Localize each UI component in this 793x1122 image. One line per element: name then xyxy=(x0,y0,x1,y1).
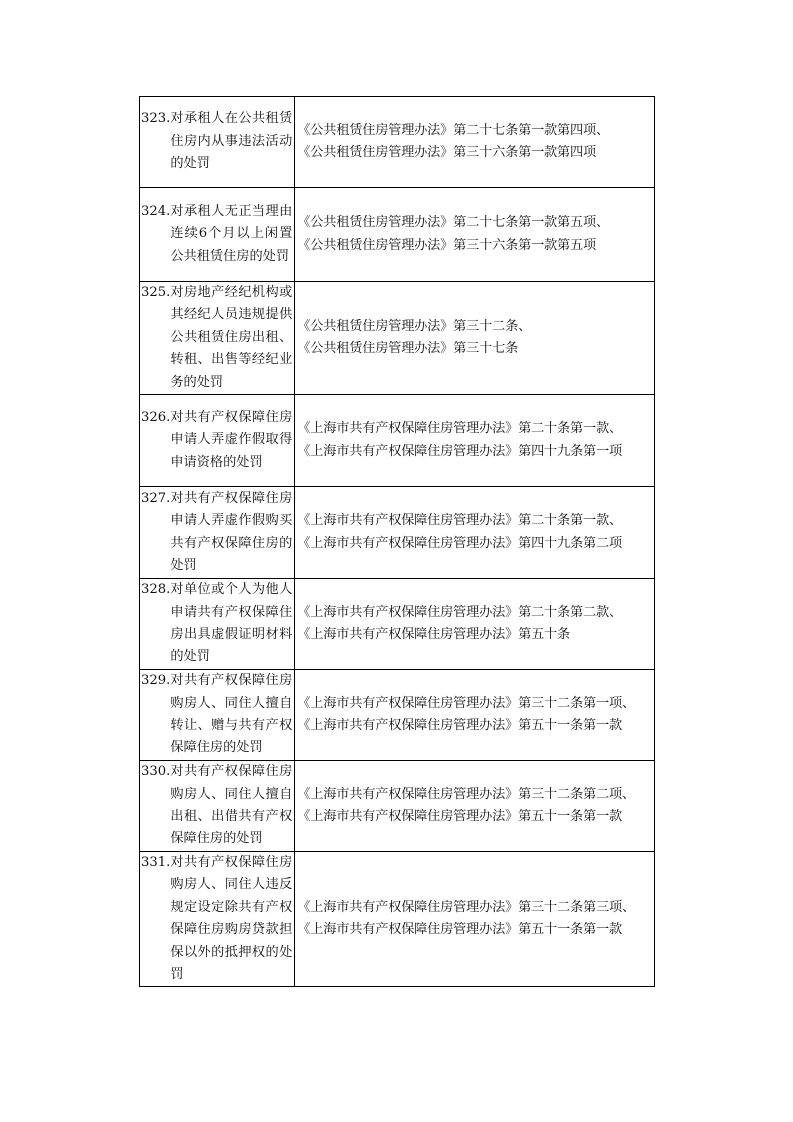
table-row xyxy=(140,761,655,852)
item-name: 对共有产权保障住房购房人、同住人擅自转让、赠与共有产权保障住房的处罚 xyxy=(170,673,293,756)
item-number: 327. xyxy=(141,490,171,506)
item-name: 对共有产权保障住房申请人弄虚作假购买共有产权保障住房的处罚 xyxy=(170,490,293,573)
item-cell xyxy=(140,188,295,282)
basis-cell xyxy=(295,395,655,487)
basis-line: 《公共租赁住房管理办法》第二十七条第一款第四项、 xyxy=(297,122,609,138)
basis-line: 《上海市共有产权保障住房管理办法》第五十一条第一款 xyxy=(297,922,622,938)
item-cell xyxy=(140,670,295,761)
table-row xyxy=(140,579,655,670)
item-cell xyxy=(140,487,295,579)
item-cell xyxy=(140,97,295,188)
item-cell xyxy=(140,395,295,487)
table-row xyxy=(140,282,655,395)
item-cell xyxy=(140,579,295,670)
basis-line: 《上海市共有产权保障住房管理办法》第五十一条第一款 xyxy=(297,718,622,734)
basis-line: 《公共租赁住房管理办法》第三十二条、 xyxy=(297,318,532,334)
basis-cell xyxy=(295,579,655,670)
basis-cell xyxy=(295,761,655,852)
basis-line: 《上海市共有产权保障住房管理办法》第五十条 xyxy=(297,627,571,643)
basis-cell xyxy=(295,487,655,579)
basis-line: 《上海市共有产权保障住房管理办法》第二十条第一款、 xyxy=(297,513,622,529)
basis-line: 《公共租赁住房管理办法》第三十七条 xyxy=(297,341,519,357)
regulation-table xyxy=(139,96,655,987)
item-number: 323. xyxy=(141,111,171,127)
basis-cell xyxy=(295,188,655,282)
basis-cell xyxy=(295,97,655,188)
item-number: 328. xyxy=(141,582,171,598)
item-name: 对承租人无正当理由连续6个月以上闲置公共租赁住房的处罚 xyxy=(170,203,293,264)
item-name: 对共有产权保障住房购房人、同住人违反规定设定除共有产权保障住房购房贷款担保以外的抵押权的处罚 xyxy=(170,855,293,983)
basis-line: 《上海市共有产权保障住房管理办法》第二十条第一款、 xyxy=(297,421,622,437)
table-row xyxy=(140,670,655,761)
basis-line: 《公共租赁住房管理办法》第二十七条第一款第五项、 xyxy=(297,215,609,231)
basis-line: 《上海市共有产权保障住房管理办法》第五十一条第一款 xyxy=(297,809,622,825)
item-name: 对承租人在公共租赁住房内从事违法活动的处罚 xyxy=(170,111,293,172)
table-row xyxy=(140,188,655,282)
basis-line: 《上海市共有产权保障住房管理办法》第四十九条第一项 xyxy=(297,443,622,459)
basis-cell xyxy=(295,670,655,761)
item-number: 329. xyxy=(141,673,171,689)
table-row xyxy=(140,97,655,188)
basis-line: 《上海市共有产权保障住房管理办法》第三十二条第二项、 xyxy=(297,786,635,802)
item-number: 325. xyxy=(141,285,171,300)
item-cell xyxy=(140,282,295,395)
basis-line: 《上海市共有产权保障住房管理办法》第四十九条第二项 xyxy=(297,535,622,551)
item-cell xyxy=(140,761,295,852)
basis-cell xyxy=(295,852,655,987)
basis-line: 《公共租赁住房管理办法》第三十六条第一款第五项 xyxy=(297,237,597,253)
item-number: 326. xyxy=(141,409,171,425)
table-row xyxy=(140,395,655,487)
item-name: 对共有产权保障住房申请人弄虚作假取得申请资格的处罚 xyxy=(170,409,293,470)
item-name: 对单位或个人为他人申请共有产权保障住房出具虚假证明材料的处罚 xyxy=(170,582,293,665)
basis-line: 《上海市共有产权保障住房管理办法》第三十二条第三项、 xyxy=(297,899,635,915)
table-row xyxy=(140,852,655,987)
item-name: 对共有产权保障住房购房人、同住人擅自出租、出借共有产权保障住房的处罚 xyxy=(170,764,293,847)
table-row xyxy=(140,487,655,579)
item-number: 331. xyxy=(141,855,171,871)
item-number: 330. xyxy=(141,764,171,780)
item-number: 324. xyxy=(141,203,171,219)
item-cell xyxy=(140,852,295,987)
item-name: 对房地产经纪机构或其经纪人员违规提供公共租赁住房出租、转租、出售等经纪业务的处罚 xyxy=(170,285,293,390)
basis-cell xyxy=(295,282,655,395)
basis-line: 《上海市共有产权保障住房管理办法》第二十条第二款、 xyxy=(297,604,622,620)
basis-line: 《上海市共有产权保障住房管理办法》第三十二条第一项、 xyxy=(297,695,635,711)
basis-line: 《公共租赁住房管理办法》第三十六条第一款第四项 xyxy=(297,145,597,160)
